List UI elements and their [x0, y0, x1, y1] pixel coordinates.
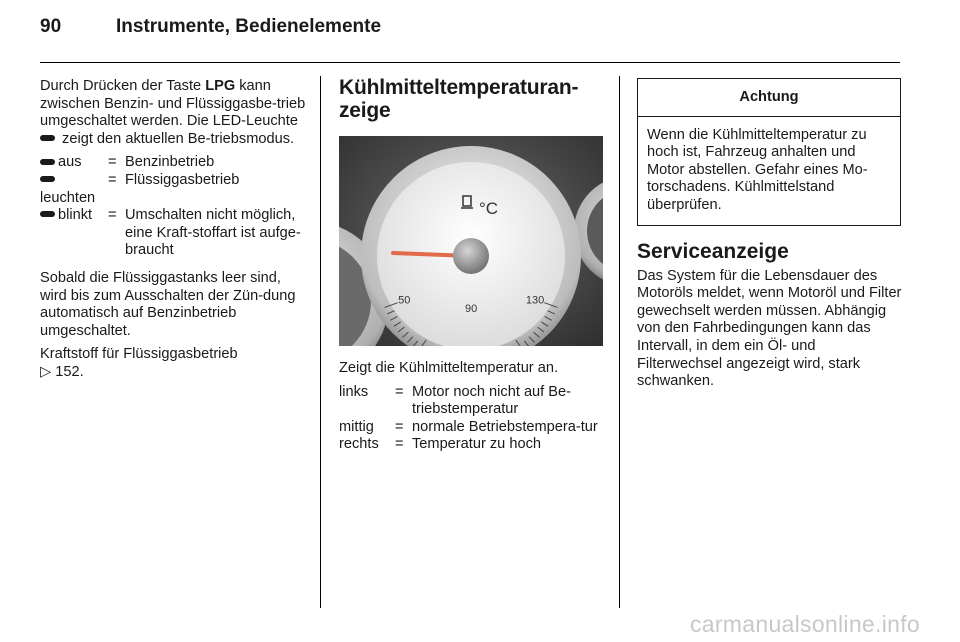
- gauge-hub: [453, 238, 489, 274]
- page-number: 90: [40, 16, 62, 37]
- fuel-reference: Kraftstoff für Flüssiggasbetrieb ▷ 152.: [40, 346, 238, 380]
- caution-text: Wenn die Kühlmitteltemperatur zu hoch ist, Fahrzeug anhalten und Motor abstellen. Gefahr eines Mo-torschadens. Kühlmittelstand überprüfen.: [647, 126, 868, 213]
- watermark: carmanualsonline.info: [689, 611, 920, 637]
- led-icon: [40, 176, 55, 182]
- list-item: leuchten = Flüssiggasbetrieb: [40, 171, 240, 206]
- coolant-gauge-photo: [339, 136, 603, 346]
- page-reference[interactable]: 152.: [55, 363, 84, 380]
- gauge-mid-label: 90: [465, 303, 478, 315]
- caution-box: [637, 78, 901, 226]
- column-right: [637, 78, 903, 397]
- section-heading-service: Serviceanzeige: [637, 239, 789, 263]
- list-item: mittig = normale Betriebstempera-tur: [339, 418, 598, 435]
- page-title: Instrumente, Bedienelemente: [116, 16, 382, 37]
- led-icon: [40, 159, 55, 165]
- led-icon: [40, 211, 55, 217]
- lpg-intro: Durch Drücken der Taste LPG kann zwischen Benzin- und Flüssiggasbe-trieb umgeschaltet werden. Die LED-Leuchte zeigt den aktuellen Be-triebsmodus.: [40, 78, 306, 147]
- caution-title: Achtung: [638, 79, 900, 117]
- column-divider-1: [320, 76, 321, 608]
- gauge-max-label: 130: [525, 294, 545, 307]
- list-item: aus = Benzinbetrieb: [40, 154, 306, 172]
- service-paragraph: Das System für die Lebensdauer des Motoröls meldet, wenn Motoröl und Filter gewechselt werden müssen. Abhängig von den Fahrbedingungen kann das Intervall, in dem ein Öl- und Filterwechsel angezeigt wird, stark schwanken.: [637, 267, 902, 390]
- gauge-caption: Zeigt die Kühlmitteltemperatur an.: [339, 360, 559, 376]
- lpg-key-label: LPG: [205, 78, 236, 94]
- gauge-min-label: 50: [398, 294, 411, 307]
- section-heading-coolant: Kühlmitteltemperaturan-zeige: [339, 76, 579, 122]
- column-left: [40, 78, 306, 388]
- header-rule: [40, 62, 900, 63]
- list-item: links = Motor noch nicht auf Be-triebstemperatur: [339, 383, 571, 418]
- led-icon: [40, 135, 55, 141]
- list-item: blinkt = Umschalten nicht möglich, eine Kraft-stoffart ist aufge-braucht: [40, 207, 306, 260]
- page-reference-icon: ▷: [40, 363, 52, 380]
- page-header: [40, 16, 381, 46]
- column-middle: [339, 78, 603, 464]
- column-divider-2: [619, 76, 620, 608]
- gauge-unit: °C: [479, 199, 499, 218]
- gauge-position-list: [339, 384, 603, 454]
- list-item: rechts = Temperatur zu hoch: [339, 436, 541, 453]
- led-status-list: [40, 154, 306, 260]
- lpg-empty-paragraph: Sobald die Flüssiggastanks leer sind, wird bis zum Ausschalten der Zün-dung automatisch auf Benzinbetrieb umgeschaltet.: [40, 269, 296, 339]
